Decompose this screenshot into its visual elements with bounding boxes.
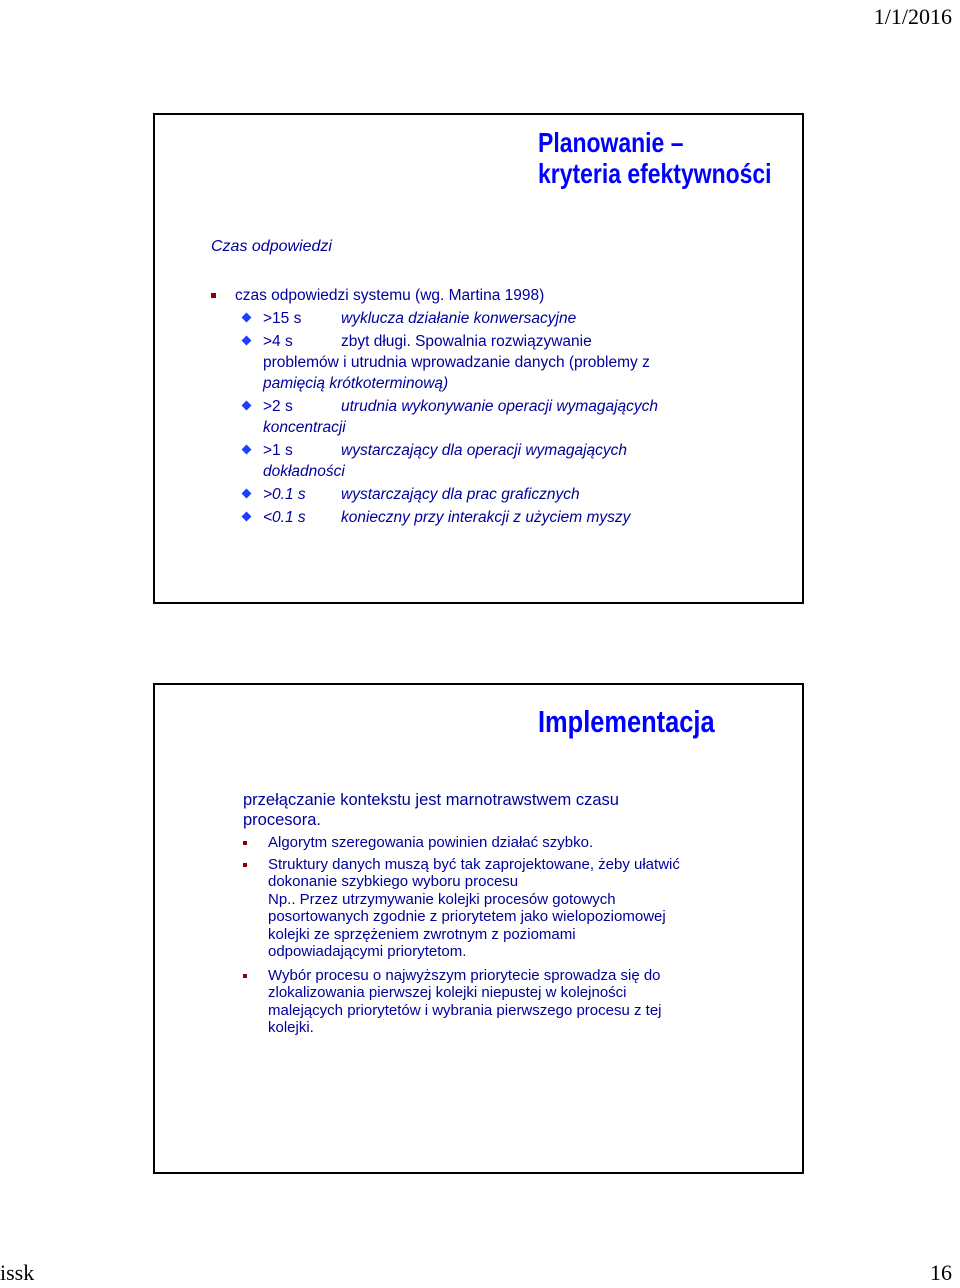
square-bullet-icon	[211, 293, 216, 298]
time-value: >0.1 s	[263, 486, 306, 503]
diamond-bullet-icon	[242, 489, 252, 499]
slide-implementacja	[153, 683, 804, 1174]
page-date: 1/1/2016	[873, 4, 952, 29]
item-text: Struktury danych muszą być tak zaprojektowane, żeby ułatwić dokonanie szybkiego wyboru procesu	[268, 855, 680, 890]
list-item	[211, 484, 781, 505]
item-text: utrudnia wykonywanie operacji wymagających	[341, 398, 659, 415]
title-line-2: kryteria efektywności	[538, 158, 772, 190]
time-value: >15 s	[263, 310, 302, 327]
time-value: >4 s	[263, 333, 293, 350]
list-item	[243, 834, 693, 852]
diamond-bullet-icon	[242, 445, 252, 455]
slide-subtitle: Czas odpowiedzi	[211, 238, 332, 255]
time-value: >1 s	[263, 442, 293, 459]
diamond-bullet-icon	[242, 512, 252, 522]
item-text: wystarczający dla prac graficznych	[341, 486, 580, 503]
slide-body	[243, 791, 693, 1041]
list-item	[243, 856, 693, 891]
title-text: Implementacja	[538, 704, 715, 739]
list-item	[243, 967, 693, 1037]
item-text-cont: koncentracji	[263, 419, 346, 436]
time-value: <0.1 s	[263, 509, 306, 526]
item-text: wyklucza działanie konwersacyjne	[341, 310, 577, 327]
footer-label: issk	[0, 1260, 35, 1285]
page-number: 16	[930, 1260, 952, 1285]
main-point	[211, 285, 781, 306]
list-item	[211, 507, 781, 528]
item-text: Wybór procesu o najwyższym priorytecie sprowadza się do zlokalizowania pierwszej kolejki niepustej w kolejności malejących priorytetów i wybrania pierwszego procesu z tej kolejki.	[268, 966, 662, 1036]
item-text: wystarczający dla operacji wymagających	[341, 442, 628, 459]
square-bullet-icon	[243, 863, 247, 867]
list-item	[211, 331, 781, 394]
item-text-cont2: pamięcią krótkoterminową)	[263, 375, 449, 392]
main-point-text: czas odpowiedzi systemu (wg. Martina 1998)	[235, 287, 545, 304]
slide-title	[538, 705, 715, 740]
diamond-bullet-icon	[242, 336, 252, 346]
slide-body	[211, 285, 781, 530]
diamond-bullet-icon	[242, 401, 252, 411]
diamond-bullet-icon	[242, 313, 252, 323]
time-value: >2 s	[263, 398, 293, 415]
title-line-1: Planowanie –	[538, 127, 684, 158]
item-text: zbyt długi. Spowalnia rozwiązywanie	[341, 333, 592, 350]
slide-title	[538, 127, 772, 190]
item-text-cont: dokładności	[263, 463, 345, 480]
intro-text: przełączanie kontekstu jest marnotrawstwem czasu procesora.	[243, 791, 619, 829]
slide-planowanie	[153, 113, 804, 604]
continuation-text: Np.. Przez utrzymywanie kolejki procesów gotowych posortowanych zgodnie z priorytetem jako wielopoziomowej kolejki ze sprzężeniem zwrotnym z poziomami odpowiadającymi priorytetom.	[268, 890, 666, 960]
list-item	[211, 440, 781, 482]
list-item	[211, 308, 781, 329]
item-text: konieczny przy interakcji z użyciem myszy	[341, 509, 631, 526]
item-text: Algorytm szeregowania powinien działać szybko.	[268, 834, 594, 851]
list-item	[211, 396, 781, 438]
item-text-cont: problemów i utrudnia wprowadzanie danych (problemy z	[263, 354, 650, 371]
square-bullet-icon	[243, 974, 247, 978]
square-bullet-icon	[243, 841, 247, 845]
